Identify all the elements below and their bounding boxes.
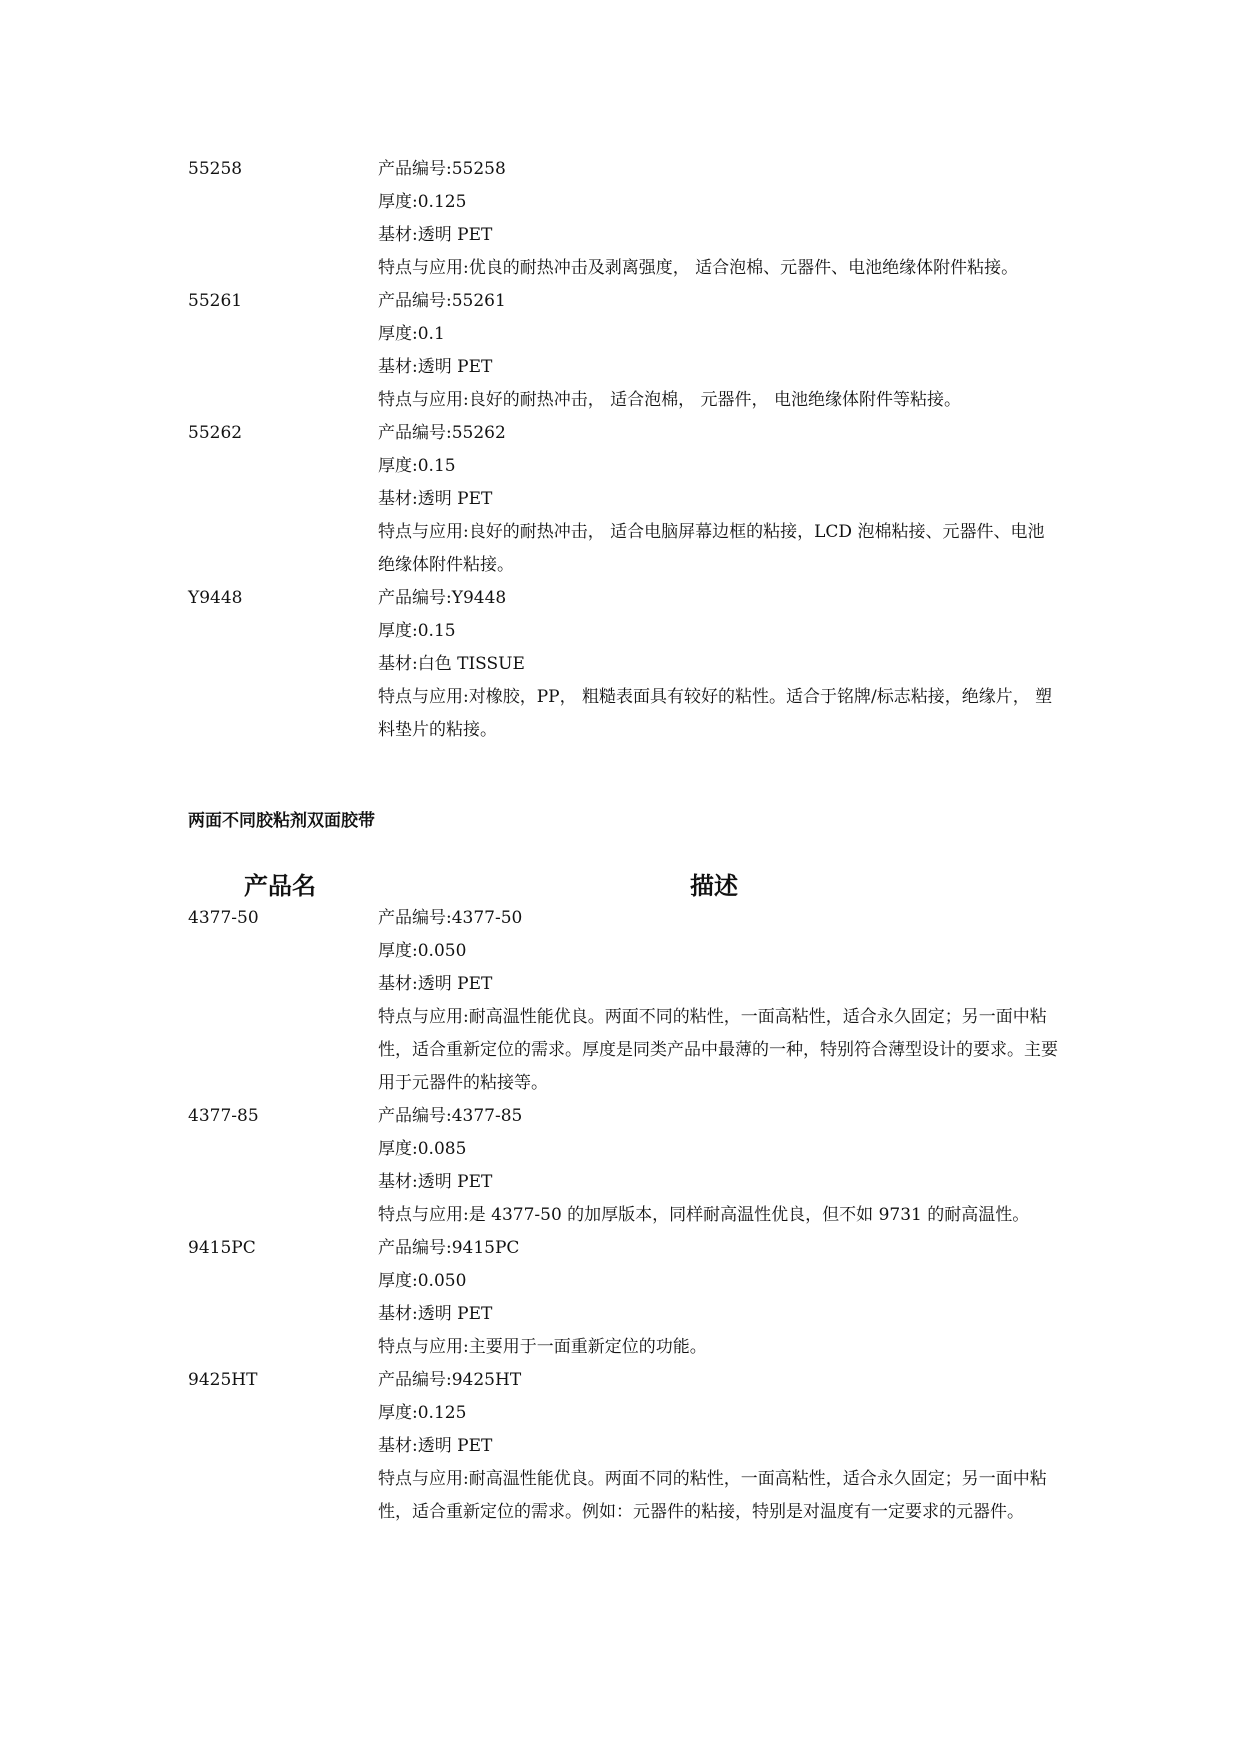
product-name: 9415PC [188, 1238, 256, 1258]
feature-text: 特点与应用:耐高温性能优良。两面不同的粘性，一面高粘性，适合永久固定；另一面中粘性，适合重新定位的需求。厚度是同类产品中最薄的一种，特别符合薄型设计的要求。主要用于元器件的粘接等。 [378, 1007, 1058, 1093]
product-entry [0, 153, 1241, 285]
product-id-line: 产品编号:4377-50 [378, 908, 523, 928]
product-description [378, 153, 1058, 285]
product-description [378, 1100, 1058, 1232]
product-description [378, 417, 1058, 582]
product-name: 55258 [188, 159, 243, 179]
product-id-line: 产品编号:9415PC [378, 1238, 520, 1258]
section-title: 两面不同胶粘剂双面胶带 [188, 811, 375, 831]
product-id-line: 产品编号:55261 [378, 291, 506, 311]
substrate-line: 基材:透明 PET [378, 1436, 493, 1456]
thickness-line: 厚度:0.125 [378, 192, 467, 212]
product-name: 9425HT [188, 1370, 258, 1390]
feature-text: 特点与应用:主要用于一面重新定位的功能。 [378, 1337, 707, 1357]
product-name: Y9448 [188, 588, 243, 608]
product-entry [0, 902, 1241, 1100]
product-id-line: 产品编号:4377-85 [378, 1106, 523, 1126]
product-entry [0, 417, 1241, 582]
product-id-line: 产品编号:55262 [378, 423, 506, 443]
thickness-line: 厚度:0.1 [378, 324, 445, 344]
substrate-line: 基材:透明 PET [378, 225, 493, 245]
product-list-1 [0, 153, 1241, 747]
thickness-line: 厚度:0.125 [378, 1403, 467, 1423]
product-description [378, 1364, 1058, 1529]
product-name: 55261 [188, 291, 243, 311]
product-description [378, 1232, 1058, 1364]
feature-text: 特点与应用:优良的耐热冲击及剥离强度， 适合泡棉、元器件、电池绝缘体附件粘接。 [378, 258, 1019, 278]
thickness-line: 厚度:0.085 [378, 1139, 467, 1159]
product-entry [0, 582, 1241, 747]
product-entry [0, 1232, 1241, 1364]
product-description [378, 285, 1058, 417]
substrate-line: 基材:白色 TISSUE [378, 654, 525, 674]
product-id-line: 产品编号:55258 [378, 159, 506, 179]
thickness-line: 厚度:0.15 [378, 456, 456, 476]
product-name: 4377-50 [188, 908, 259, 928]
substrate-line: 基材:透明 PET [378, 1172, 493, 1192]
feature-text: 特点与应用:是 4377-50 的加厚版本，同样耐高温性优良，但不如 9731 的耐高温性。 [378, 1205, 1030, 1225]
feature-text: 特点与应用:耐高温性能优良。两面不同的粘性，一面高粘性，适合永久固定；另一面中粘性，适合重新定位的需求。例如：元器件的粘接，特别是对温度有一定要求的元器件。 [378, 1469, 1047, 1522]
substrate-line: 基材:透明 PET [378, 1304, 493, 1324]
column-header-description: 描述 [690, 872, 738, 900]
substrate-line: 基材:透明 PET [378, 357, 493, 377]
thickness-line: 厚度:0.050 [378, 941, 467, 961]
feature-text: 特点与应用:对橡胶，PP， 粗糙表面具有较好的粘性。适合于铭牌/标志粘接，绝缘片， 塑料垫片的粘接。 [378, 687, 1053, 740]
product-list-2 [0, 902, 1241, 1529]
product-name: 4377-85 [188, 1106, 259, 1126]
product-description [378, 902, 1058, 1100]
feature-text: 特点与应用:良好的耐热冲击， 适合泡棉， 元器件， 电池绝缘体附件等粘接。 [378, 390, 961, 410]
product-entry [0, 1364, 1241, 1529]
thickness-line: 厚度:0.15 [378, 621, 456, 641]
product-name: 55262 [188, 423, 243, 443]
product-id-line: 产品编号:Y9448 [378, 588, 507, 608]
product-entry [0, 285, 1241, 417]
substrate-line: 基材:透明 PET [378, 974, 493, 994]
column-header-product-name: 产品名 [244, 872, 316, 900]
substrate-line: 基材:透明 PET [378, 489, 493, 509]
product-description [378, 582, 1058, 747]
product-id-line: 产品编号:9425HT [378, 1370, 522, 1390]
product-entry [0, 1100, 1241, 1232]
feature-text: 特点与应用:良好的耐热冲击， 适合电脑屏幕边框的粘接，LCD 泡棉粘接、元器件、电池绝缘体附件粘接。 [378, 522, 1045, 575]
thickness-line: 厚度:0.050 [378, 1271, 467, 1291]
